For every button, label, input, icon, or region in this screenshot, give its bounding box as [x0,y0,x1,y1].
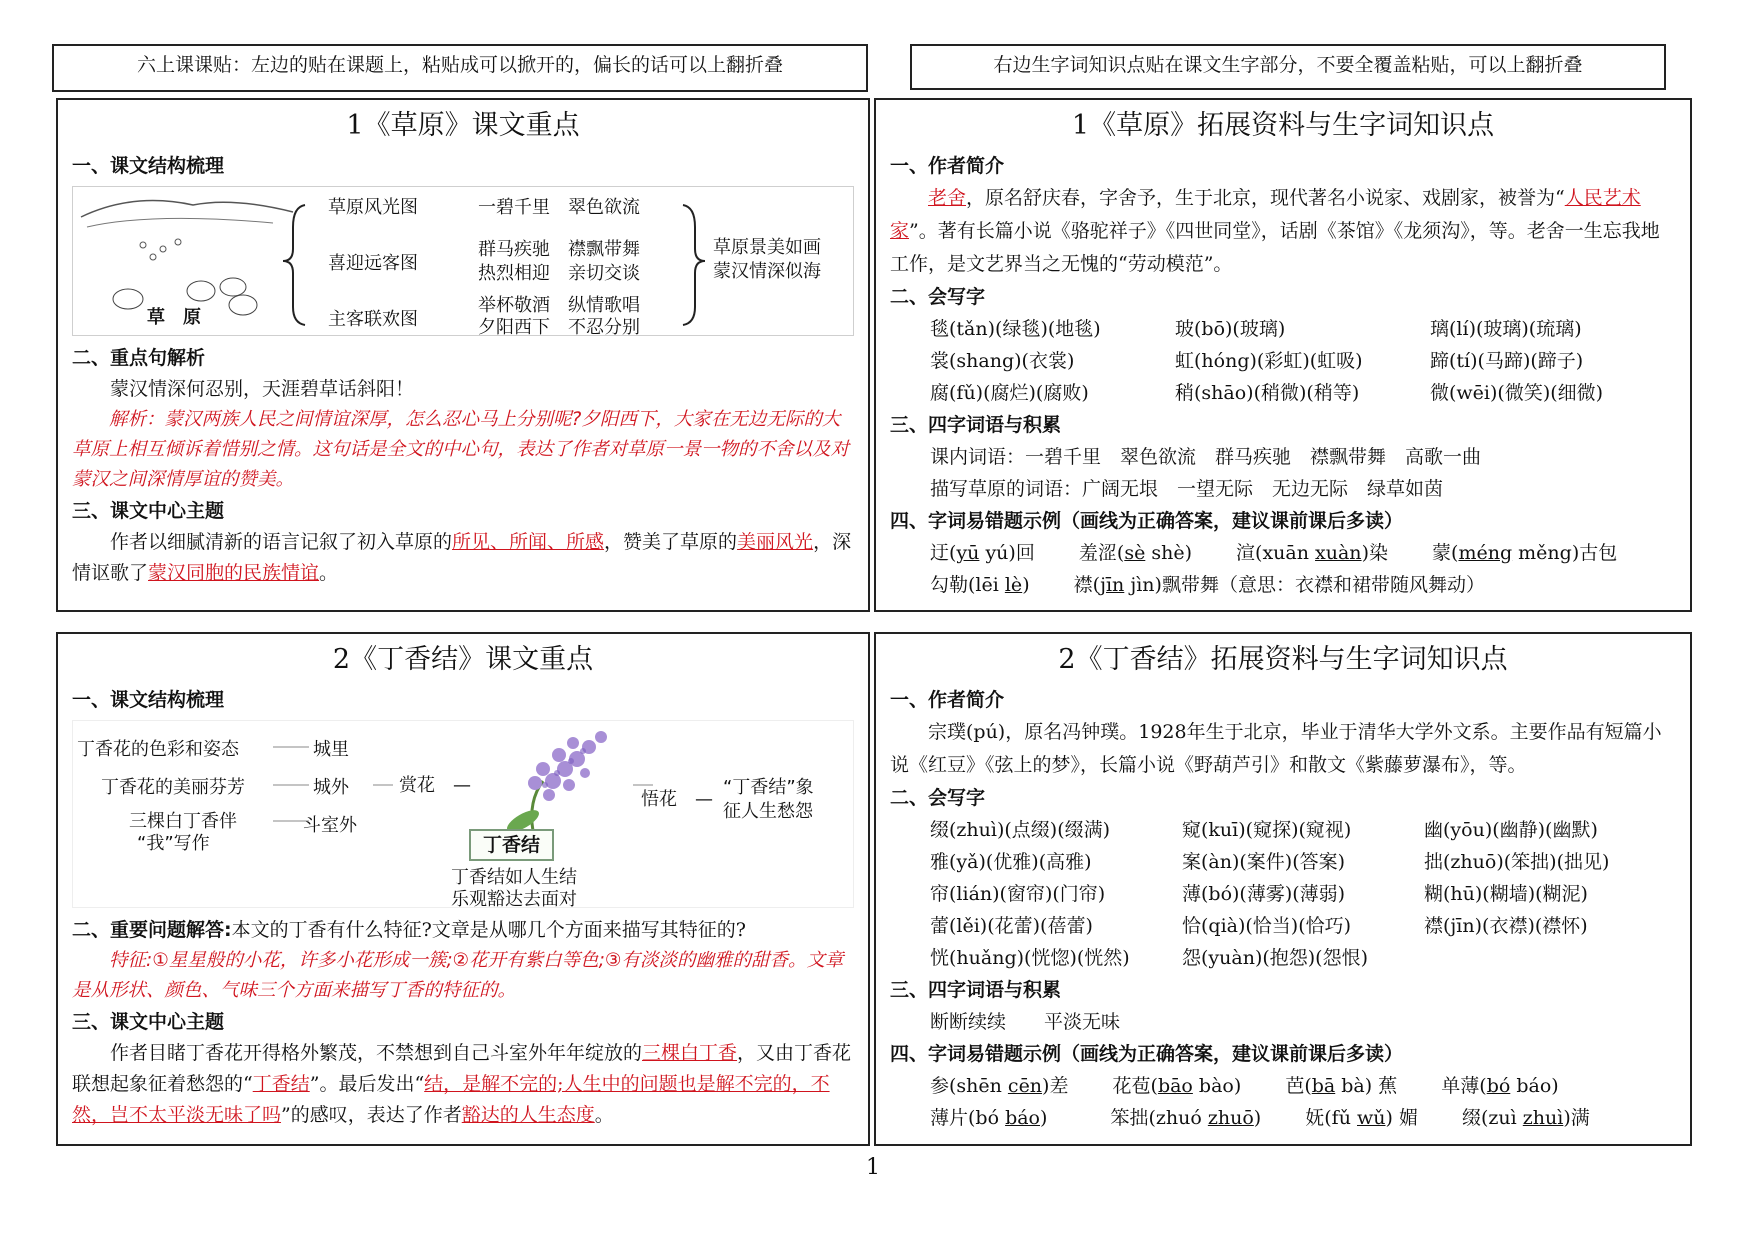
author-bio: 宗璞(pú)，原名冯钟璞。1928年生于北京，毕业于清华大学外文系。主要作品有短篇小说《红豆》《弦上的梦》，长篇小说《野葫芦引》和散文《紫藤萝瀑布》，等。 [890,721,1662,776]
error-examples-row: 勾勒(lēi lè) 襟(jīn jìn)飘带舞（意思：衣襟和裙带随风舞动） [930,574,1485,596]
char-entry: 缀(zhuì)(点缀)(缀满) [930,819,1111,841]
page-number: 1 [866,1155,880,1180]
section-heading: 三、课文中心主题 [72,1011,225,1033]
section-heading: 四、字词易错题示例（画线为正确答案，建议课前课后多读） [890,510,1404,532]
theme-text: 作者以细腻清新的语言记叙了初入草原的所见、所闻、所感，赞美了草原的美丽风光，深情讴歌了蒙汉同胞的民族情谊。 [72,531,852,584]
char-entry: 窥(kuī)(窥探)(窥视) [1182,819,1352,841]
phrase: 群马疾驰 襟飘带舞 [478,239,640,260]
char-entry: 蹄(tí)(马蹄)(蹄子) [1430,350,1584,372]
top-note-right: 右边生字词知识点贴在课文生字部分，不要全覆盖粘贴，可以上翻折叠 [910,44,1666,90]
key-sentence: 蒙汉情深何忍别，天涯碧草话斜阳！ [110,378,415,400]
char-entry: 恍(huǎng)(恍惚)(恍然) [930,947,1130,969]
realize-label: 悟花 — [641,789,713,810]
phrase: 一碧千里 翠色欲流 [478,197,640,218]
error-examples-row: 迂(yū yú)回 羞涩(sè shè) 渲(xuān xuàn)染 蒙(méng měng)古包 [930,542,1618,564]
panel-title: 1《草原》拓展资料与生字词知识点 [1071,110,1495,141]
branch-label: 喜迎远客图 [328,253,418,274]
writing-chars-grid [890,814,1676,974]
char-entry: 襟(jīn)(衣襟)(襟怀) [1424,915,1588,937]
error-examples-row: 参(shēn cēn)差 花苞(bāo bào) 芭(bā bà) 蕉 单薄(bó báo) [930,1075,1559,1097]
char-entry: 帘(lián)(窗帘)(门帘) [930,883,1106,905]
analysis-text: 解析：蒙汉两族人民之间情谊深厚，怎么忍心马上分别呢?夕阳西下，大家在无边无际的大草原上相互倾诉着惜别之情。这句话是全文的中心句，表达了作者对草原一景一物的不舍以及对蒙汉之间深情厚谊的赞美。 [72,409,850,490]
author-bio: 老舍，原名舒庆春，字舍予，生于北京，现代著名小说家、戏剧家，被誉为“人民艺术家”。著有长篇小说《骆驼祥子》《四世同堂》，话剧《茶馆》《龙须沟》，等。老舍一生忘我地工作，是文艺界当之无愧的“劳动模范”。 [890,187,1660,275]
char-entry: 虹(hóng)(彩虹)(虹吸) [1175,350,1363,372]
summary-line: 蒙汉情深似海 [713,261,821,282]
char-entry: 怨(yuàn)(抱怨)(怨恨) [1182,947,1369,969]
section-heading: 四、字词易错题示例（画线为正确答案，建议课前课后多读） [890,1043,1404,1065]
branch-label: 主客联欢图 [328,309,418,330]
phrase: 热烈相迎 亲切交谈 [478,263,640,284]
char-entry: 雅(yǎ)(优雅)(高雅) [930,851,1092,873]
symbol-line: “丁香结”象 [723,777,814,798]
panel-caoyuan-key [56,98,870,612]
panel-title: 1《草原》课文重点 [346,110,580,141]
section-heading: 二、会写字 [890,286,986,308]
bottom-line: 乐观豁达去面对 [451,889,577,910]
panel-title: 2《丁香结》课文重点 [332,644,594,675]
char-entry: 拙(zhuō)(笨拙)(拙见) [1424,851,1610,873]
illustration-label: 草 原 [147,307,201,328]
place-label: 斗室外 [303,815,357,836]
section-heading: 二、重点句解析 [72,347,206,369]
panel-dingxiangjie-key [56,632,870,1146]
answer-text: 特征:①星星般的小花，许多小花形成一簇;②花开有紫白等色;③有淡淡的幽雅的甜香。文章是从形状、颜色、气味三个方面来描写丁香的特征的。 [72,950,844,1001]
theme-text: 作者目睹丁香花开得格外繁茂，不禁想到自己斗室外年年绽放的三棵白丁香，又由丁香花联想起象征着愁怨的“丁香结”。最后发出“结，是解不完的;人生中的问题也是解不完的，不然，岂不太平淡无味了吗”的感叹，表达了作者豁达的人生态度。 [72,1042,852,1126]
section-heading: 一、作者简介 [890,689,1005,711]
place-label: 城里 [313,739,349,760]
words-line: 描写草原的词语：广阔无垠 一望无际 无边无际 绿草如茵 [930,478,1444,500]
section-heading: 一、课文结构梳理 [72,689,225,711]
section-heading: 一、课文结构梳理 [72,155,225,177]
error-examples-row: 薄片(bó báo) 笨拙(zhuó zhuō) 妩(fǔ wǔ) 媚 缀(zuì zhuì)满 [930,1107,1590,1129]
section-heading: 二、会写字 [890,787,986,809]
char-entry: 蕾(lěi)(花蕾)(蓓蕾) [930,915,1093,937]
appreciate-label: 赏花 — [399,775,471,796]
bottom-line: 丁香结如人生结 [451,867,577,888]
words-line: 断断续续 平淡无味 [930,1011,1121,1033]
summary-line: 草原景美如画 [713,237,821,258]
section-heading: 三、四字词语与积累 [890,414,1062,436]
char-entry: 毯(tǎn)(绿毯)(地毯) [930,318,1101,340]
section-heading: 三、四字词语与积累 [890,979,1062,1001]
char-entry: 糊(hū)(糊墙)(糊泥) [1424,883,1588,905]
panel-title: 2《丁香结》拓展资料与生字词知识点 [1058,644,1508,675]
branch-label: 草原风光图 [328,197,418,218]
char-entry: 璃(lí)(玻璃)(琉璃) [1430,318,1582,340]
char-entry: 裳(shang)(衣裳) [930,350,1075,372]
lilac-knot-tag: 丁香结 [469,829,554,861]
top-note-left: 六上课课贴：左边的贴在课题上，粘贴成可以掀开的，偏长的话可以上翻折叠 [52,44,868,92]
structure-diagram [72,720,854,908]
char-entry: 幽(yōu)(幽静)(幽默) [1424,819,1598,841]
writing-chars-grid [890,313,1676,409]
char-entry: 玻(bō)(玻璃) [1175,318,1286,340]
structure-diagram [72,186,854,336]
char-entry: 恰(qià)(恰当)(恰巧) [1182,915,1352,937]
char-entry: 薄(bó)(薄雾)(薄弱) [1182,883,1346,905]
aspect-label: 丁香花的美丽芬芳 [101,777,245,798]
section-heading: 一、作者简介 [890,155,1005,177]
char-entry: 腐(fǔ)(腐烂)(腐败) [930,382,1089,404]
panel-caoyuan-extended [874,98,1692,612]
char-entry: 案(àn)(案件)(答案) [1182,851,1346,873]
char-entry: 稍(shāo)(稍微)(稍等) [1175,382,1360,404]
section-heading: 三、课文中心主题 [72,500,225,522]
aspect-label: “我”写作 [137,833,210,854]
panel-dingxiangjie-extended [874,632,1692,1146]
aspect-label: 三棵白丁香伴 [129,811,237,832]
symbol-line: 征人生愁怨 [723,801,813,822]
char-entry [1424,942,1674,974]
question-line: 二、重要问题解答:本文的丁香有什么特征?文章是从哪几个方面来描写其特征的? [72,919,746,941]
words-line: 课内词语：一碧千里 翠色欲流 群马疾驰 襟飘带舞 高歌一曲 [930,446,1482,468]
phrase: 夕阳西下 不忍分别 [478,317,640,338]
phrase: 举杯敬酒 纵情歌唱 [478,295,640,316]
char-entry: 微(wēi)(微笑)(细微) [1430,382,1604,404]
aspect-label: 丁香花的色彩和姿态 [77,739,239,760]
place-label: 城外 [313,777,349,798]
